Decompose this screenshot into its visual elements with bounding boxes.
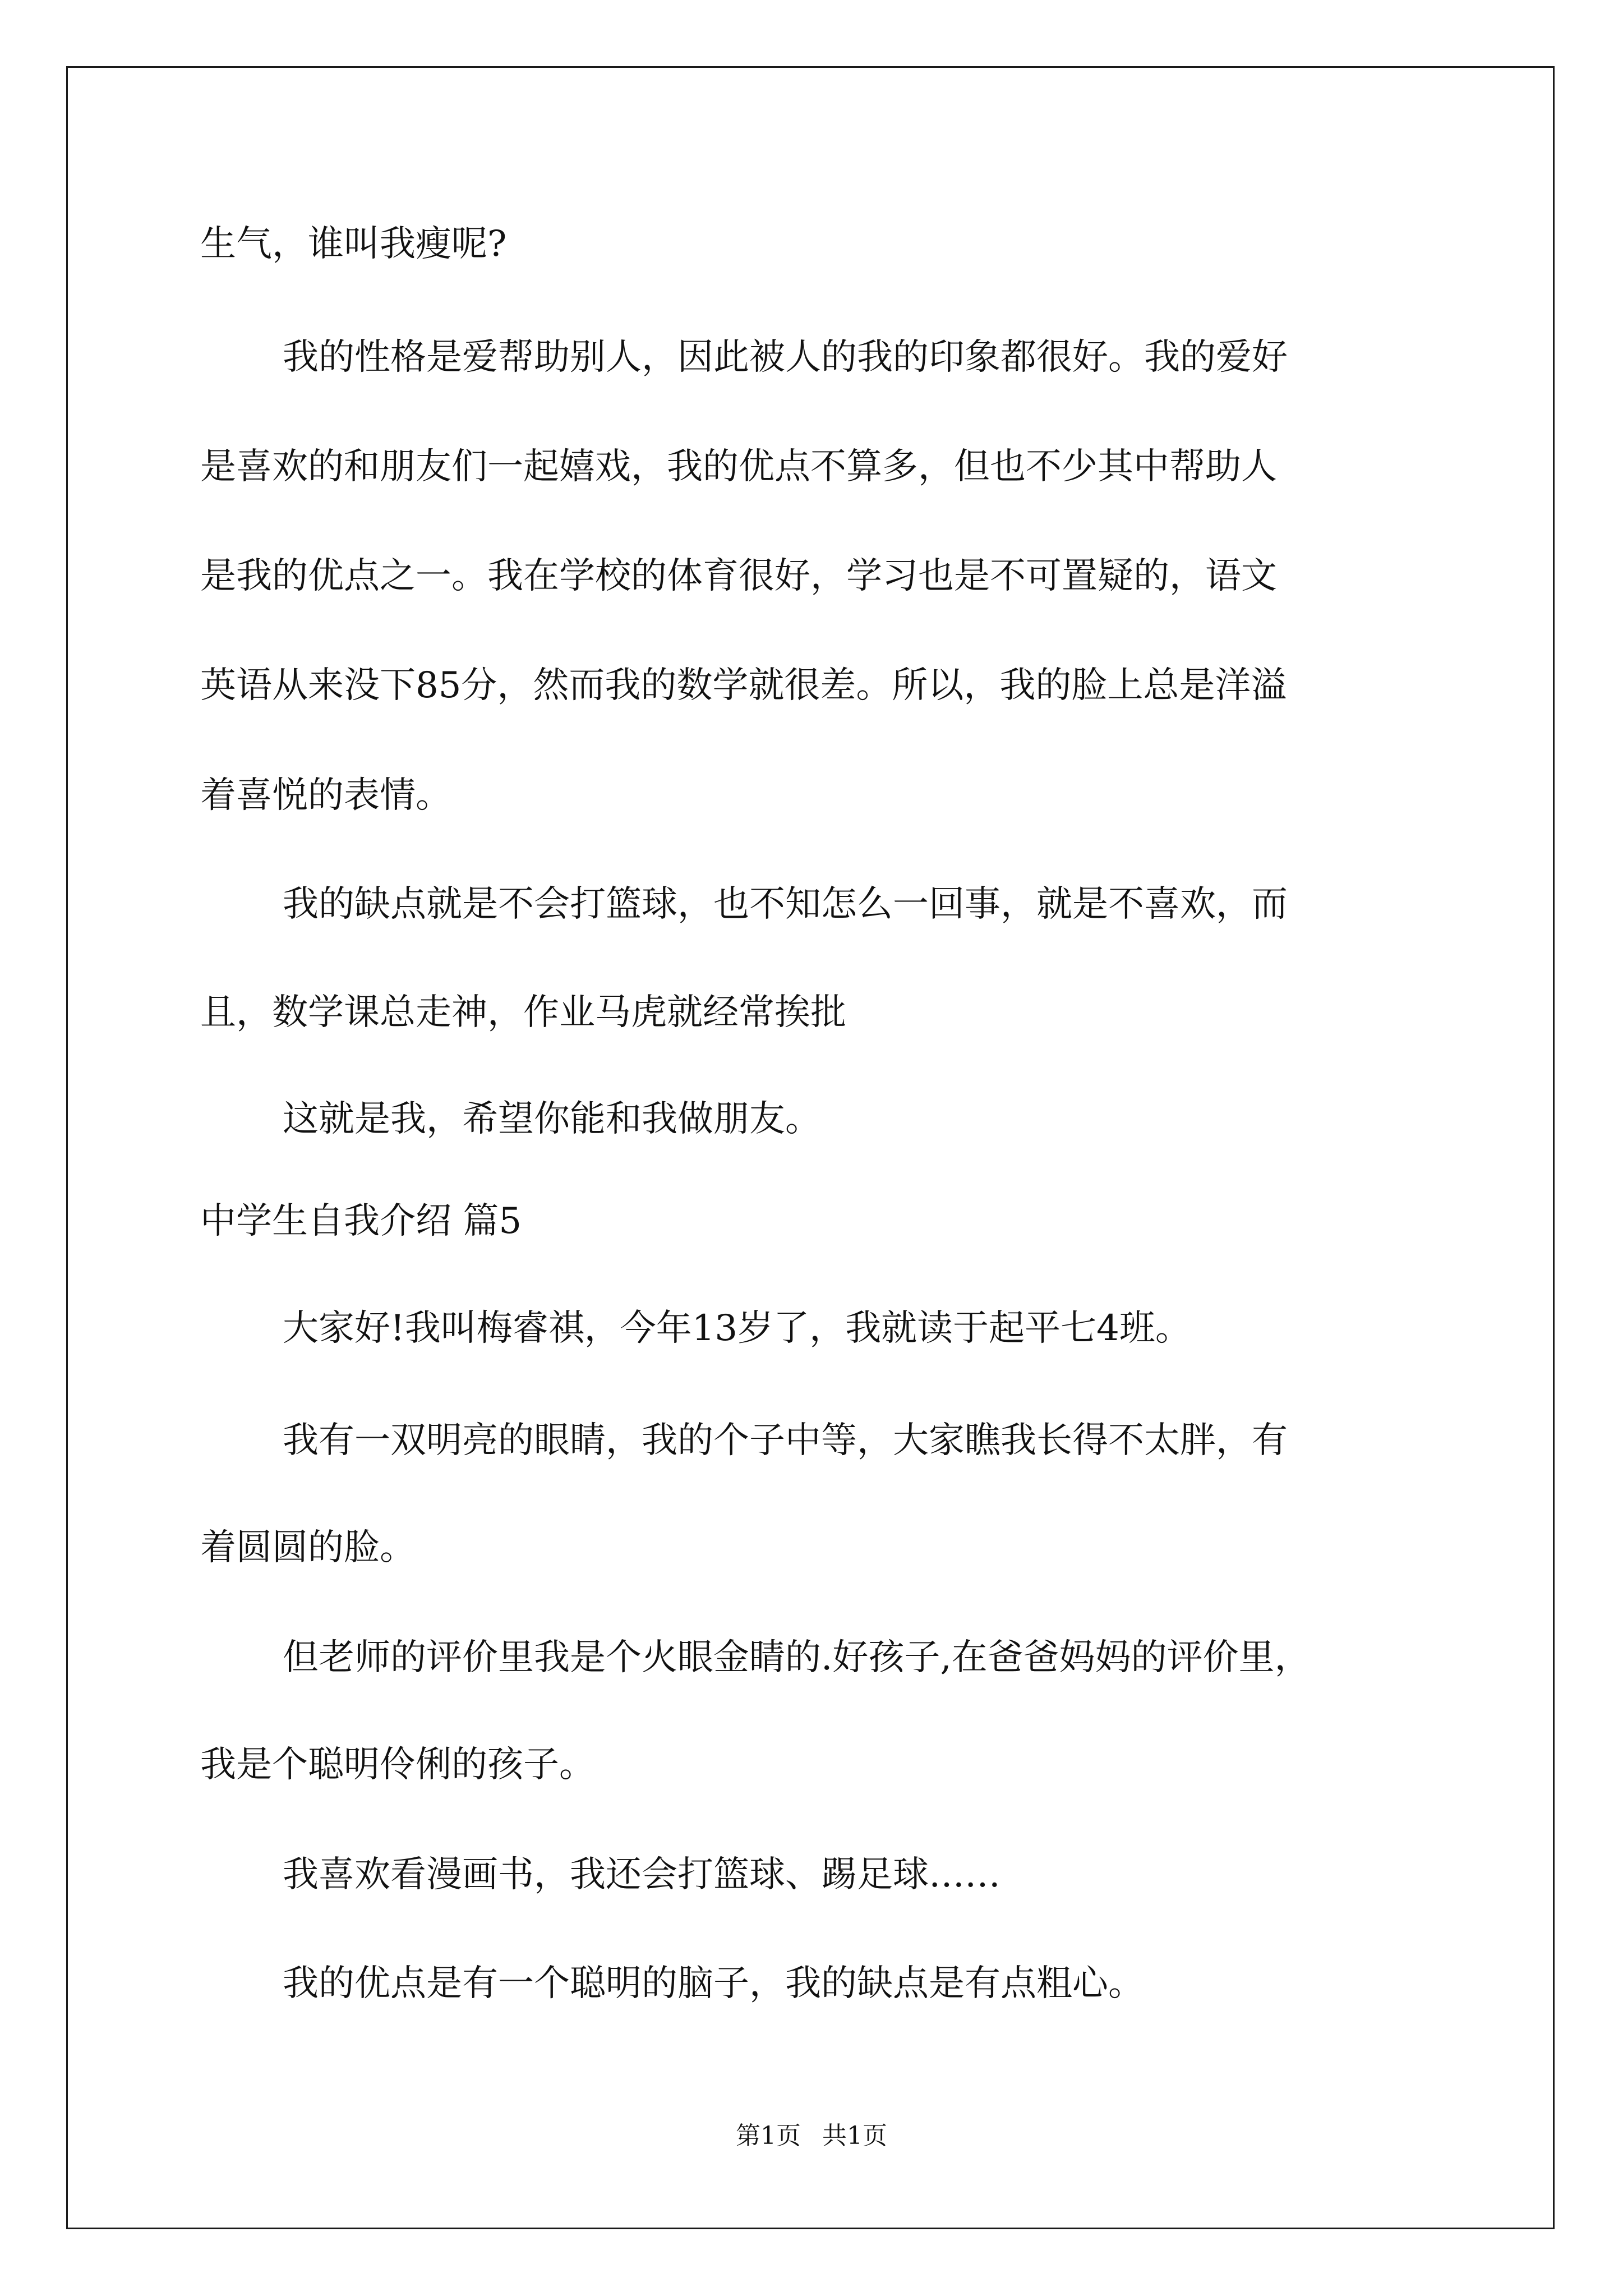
section-heading: 中学生自我介绍 篇5 [200,1200,522,1242]
page-footer [0,2124,1623,2148]
paragraph-line: 我是个聪明伶俐的孩子。 [200,1744,595,1786]
paragraph-line: 是喜欢的和朋友们一起嬉戏，我的优点不算多，但也不少其中帮助人 [200,446,1277,487]
paragraph-line: 我的优点是有一个聪明的脑子，我的缺点是有点粗心。 [283,1963,1144,2004]
paragraph-line: 且，数学课总走神，作业马虎就经常挨批 [200,992,846,1033]
paragraph-line: 着圆圆的脸。 [200,1527,416,1568]
page-count: 共1页 [822,2122,887,2150]
paragraph-line: 生气，谁叫我瘦呢? [200,223,507,265]
paragraph-line: 我喜欢看漫画书，我还会打篮球、踢足球…… [283,1854,1000,1895]
paragraph-line: 大家好!我叫梅睿祺，今年13岁了，我就读于起平七4班。 [283,1308,1191,1349]
paragraph-line: 这就是我，希望你能和我做朋友。 [283,1098,821,1140]
paragraph-line: 是我的优点之一。我在学校的体育很好，学习也是不可置疑的，语文 [200,555,1277,597]
page-number: 第1页 [736,2122,801,2150]
paragraph-line: 我有一双明亮的眼睛，我的个子中等，大家瞧我长得不太胖，有 [283,1420,1288,1461]
paragraph-line: 但老师的评价里我是个火眼金睛的.好孩子,在爸爸妈妈的评价里， [283,1637,1311,1678]
paragraph-line: 我的缺点就是不会打篮球，也不知怎么一回事，就是不喜欢，而 [283,884,1288,925]
paragraph-line: 英语从来没下85分，然而我的数学就很差。所以，我的脸上总是洋溢 [200,665,1287,706]
page-border [66,66,1555,2229]
paragraph-line: 着喜悦的表情。 [200,775,451,816]
paragraph-line: 我的性格是爱帮助别人，因此被人的我的印象都很好。我的爱好 [283,337,1288,378]
